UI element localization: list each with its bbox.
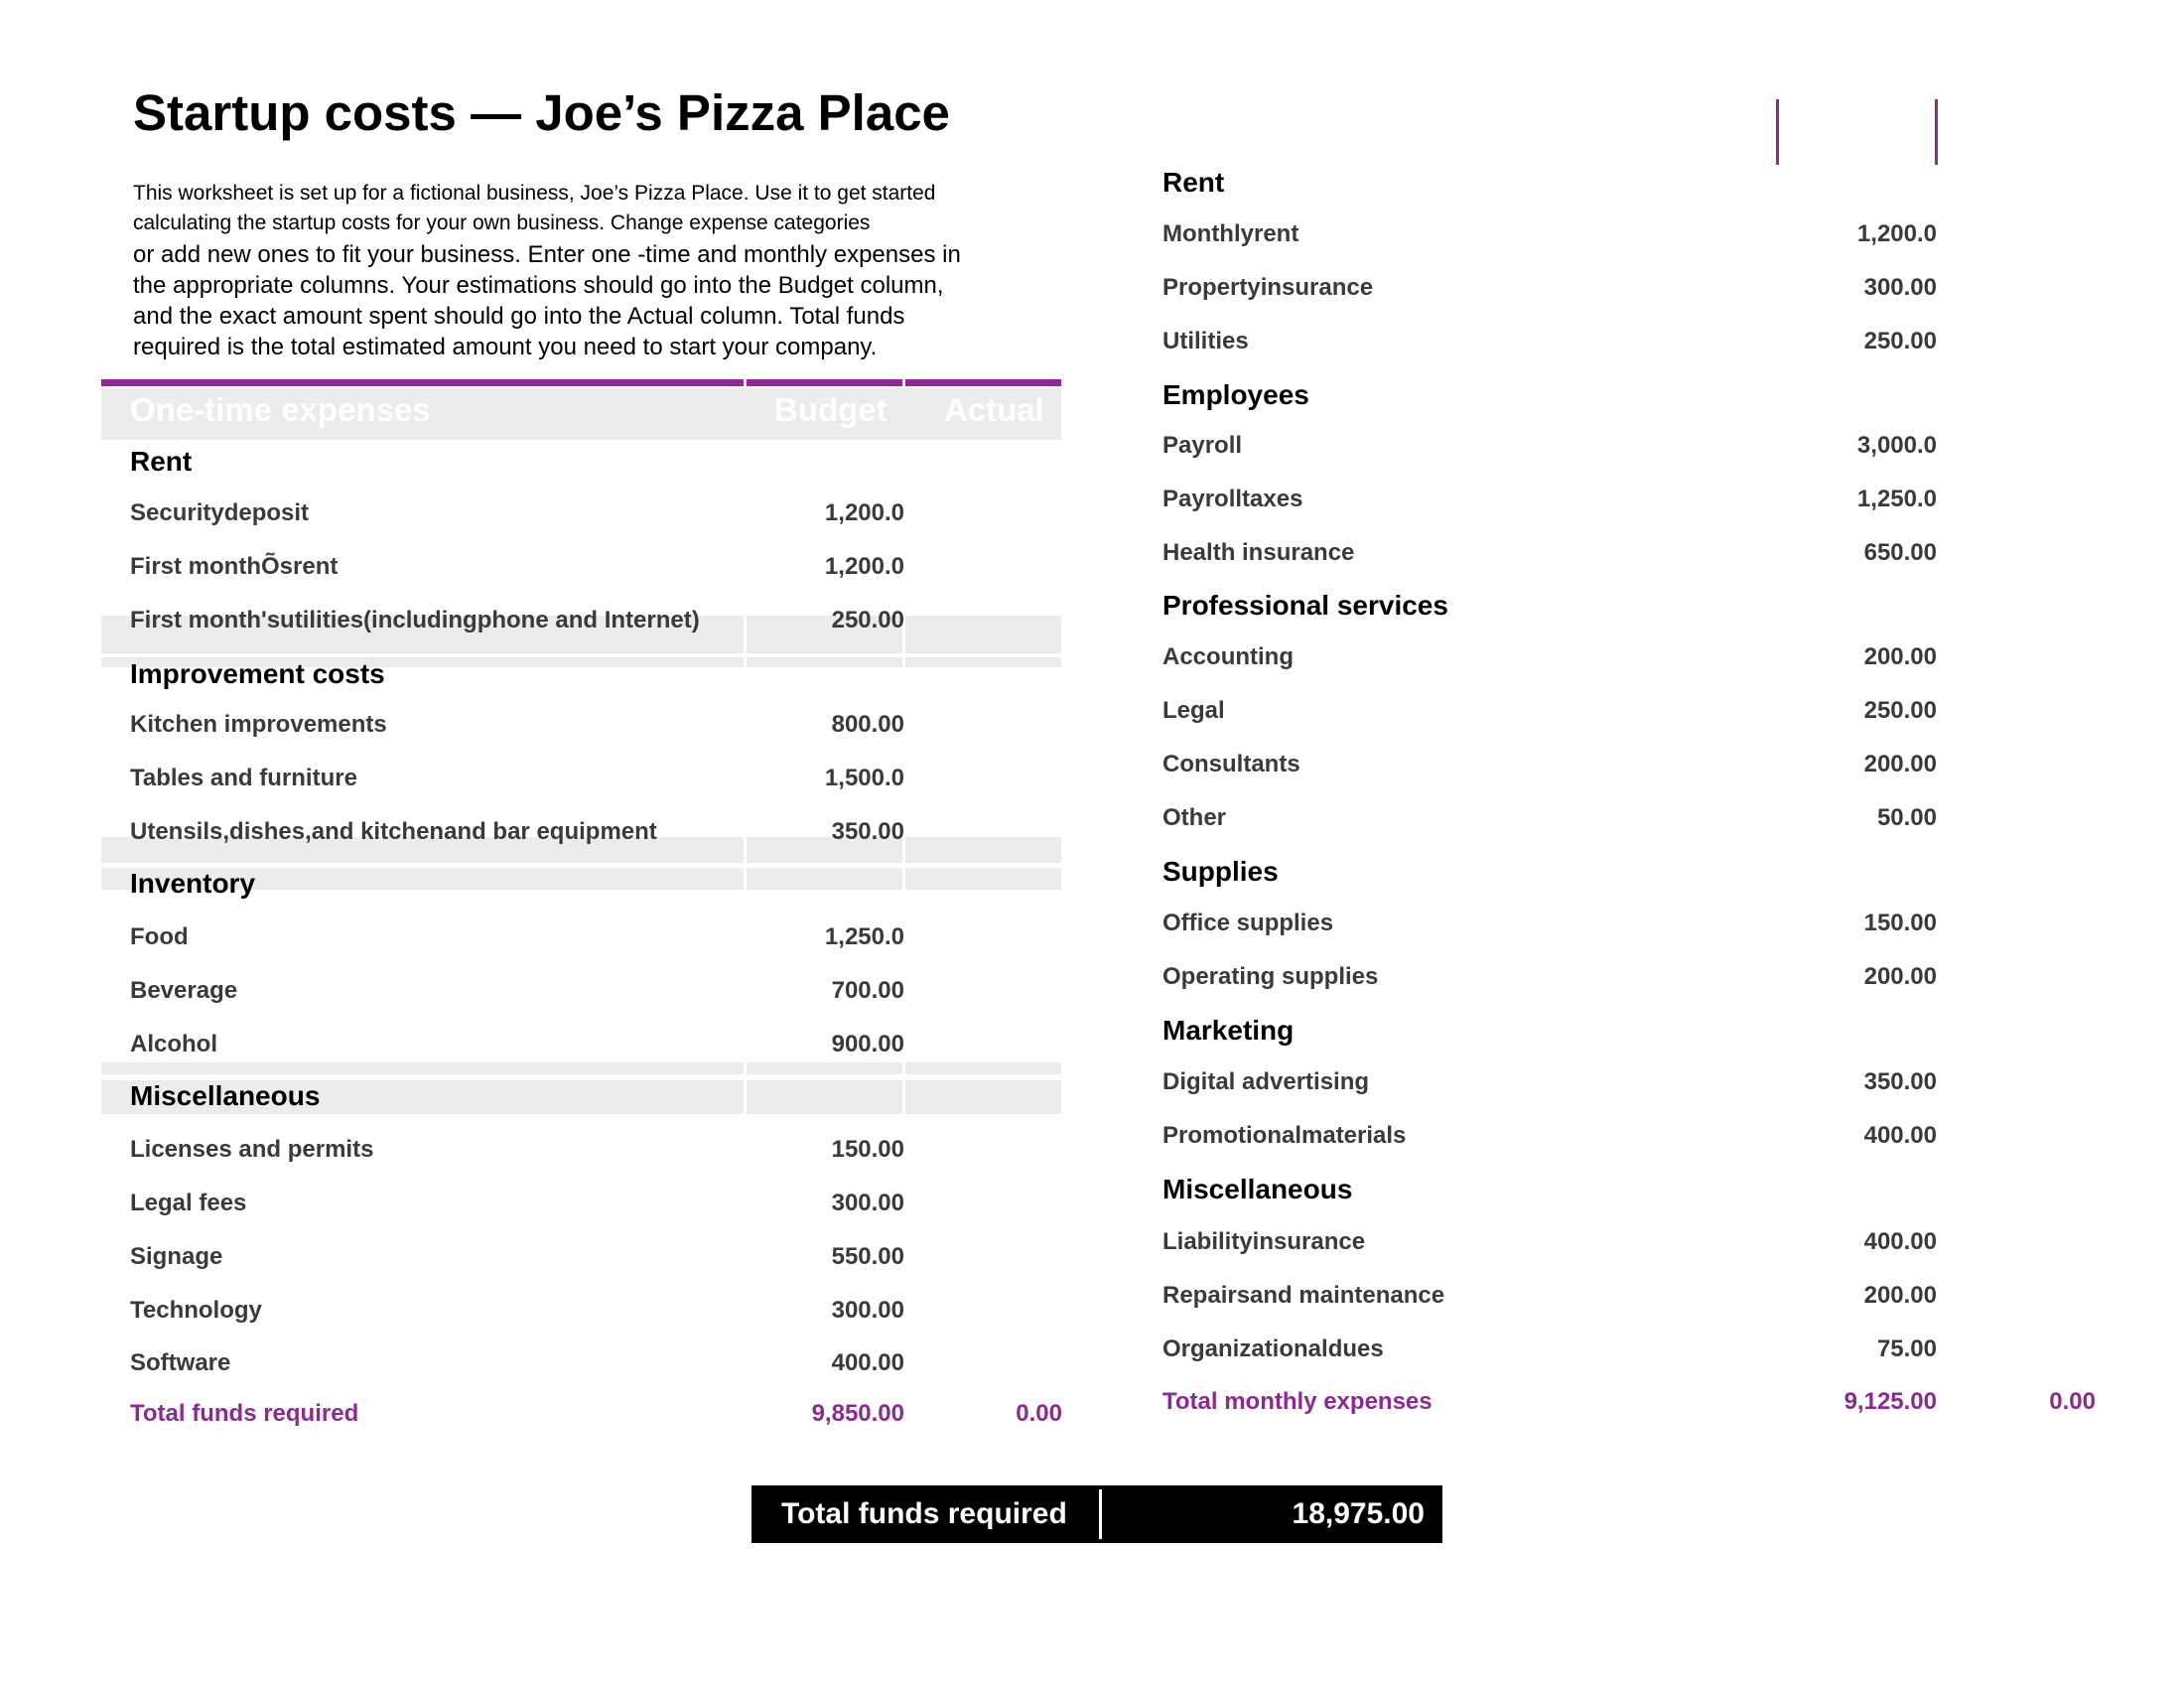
total-label: Total monthly expenses <box>1162 1388 1433 1415</box>
line-item-budget: 75.00 <box>1876 1336 1937 1362</box>
line-item-budget: 1,250.0 <box>1856 486 1937 512</box>
section-title-employees: Employees <box>1162 379 1309 410</box>
row-band <box>747 1062 902 1074</box>
column-divider <box>1776 99 1779 165</box>
total-label: Total funds required <box>130 1400 359 1427</box>
line-item-budget: 400.00 <box>1863 1228 1937 1255</box>
total-budget: 9,125.00 <box>1843 1388 1937 1415</box>
line-item-label: Alcohol <box>130 1031 217 1057</box>
line-item-label: Accounting <box>1162 643 1294 670</box>
column-divider <box>1935 99 1938 165</box>
section-title-improvement-costs: Improvement costs <box>130 658 385 689</box>
line-item-label: Other <box>1162 804 1227 831</box>
line-item-label: Health insurance <box>1162 539 1355 566</box>
line-item-label: Monthlyrent <box>1162 220 1299 247</box>
header-actual: Actual <box>944 391 1044 428</box>
line-item-label: Organizationaldues <box>1162 1336 1384 1362</box>
section-title-miscellaneous: Miscellaneous <box>130 1080 321 1111</box>
row-band <box>905 657 1061 667</box>
total-actual: 0.00 <box>1016 1400 1062 1427</box>
line-item-budget: 700.00 <box>831 977 904 1004</box>
row-band <box>747 657 902 667</box>
line-item-label: Licenses and permits <box>130 1136 374 1163</box>
line-item-label: Signage <box>130 1243 223 1270</box>
line-item-label: First monthÕsrent <box>130 553 339 580</box>
section-title-supplies: Supplies <box>1162 856 1279 887</box>
line-item-budget: 200.00 <box>1863 751 1937 777</box>
section-title-rent: Rent <box>1162 167 1225 198</box>
line-item-label: Utensils,dishes,and kitchenand bar equipment <box>130 818 657 845</box>
grand-total-divider <box>1099 1489 1102 1539</box>
section-title-miscellaneous: Miscellaneous <box>1162 1174 1353 1204</box>
header-rule <box>101 379 744 386</box>
line-item-budget: 1,200.0 <box>1856 220 1937 247</box>
grand-total-box <box>751 1485 1442 1543</box>
line-item-budget: 300.00 <box>831 1297 904 1324</box>
line-item-budget: 300.00 <box>1863 274 1937 301</box>
line-item-label: Repairsand maintenance <box>1162 1282 1445 1309</box>
row-band <box>747 1080 902 1114</box>
line-item-label: Technology <box>130 1297 262 1324</box>
row-band <box>905 616 1061 653</box>
intro-line: required is the total estimated amount you need to start your company. <box>133 334 878 360</box>
intro-line: and the exact amount spent should go into the Actual column. Total funds <box>133 303 905 330</box>
line-item-budget: 150.00 <box>831 1136 904 1163</box>
header-rule <box>747 379 902 386</box>
intro-line: the appropriate columns. Your estimations should go into the Budget column, <box>133 272 944 299</box>
row-band <box>905 1062 1061 1074</box>
line-item-budget: 200.00 <box>1863 1282 1937 1309</box>
line-item-label: Propertyinsurance <box>1162 274 1374 301</box>
page-title: Startup costs — Joe’s Pizza Place <box>133 84 950 141</box>
line-item-budget: 1,200.0 <box>824 499 904 526</box>
row-band <box>905 837 1061 863</box>
line-item-label: Utilities <box>1162 328 1249 354</box>
intro-line: or add new ones to fit your business. Enter one -time and monthly expenses in <box>133 241 961 268</box>
line-item-budget: 250.00 <box>831 607 904 633</box>
line-item-label: Consultants <box>1162 751 1300 777</box>
line-item-label: Tables and furniture <box>130 765 357 791</box>
line-item-budget: 1,500.0 <box>824 765 904 791</box>
intro-line: calculating the startup costs for your own business. Change expense categories <box>133 211 871 234</box>
section-title-professional-services: Professional services <box>1162 590 1448 621</box>
header-category: One-time expenses <box>130 391 431 428</box>
section-title-marketing: Marketing <box>1162 1015 1295 1046</box>
grand-total-label: Total funds required <box>781 1497 1067 1530</box>
total-budget: 9,850.00 <box>811 1400 904 1427</box>
row-band <box>101 1062 744 1074</box>
line-item-label: Legal fees <box>130 1190 247 1216</box>
line-item-label: First month'sutilities(includingphone and Internet) <box>130 607 700 633</box>
line-item-label: Software <box>130 1349 231 1376</box>
total-actual: 0.00 <box>2049 1388 2096 1415</box>
line-item-budget: 1,250.0 <box>824 923 904 950</box>
line-item-budget: 250.00 <box>1863 328 1937 354</box>
line-item-budget: 400.00 <box>831 1349 904 1376</box>
line-item-budget: 50.00 <box>1876 804 1937 831</box>
line-item-budget: 300.00 <box>831 1190 904 1216</box>
line-item-budget: 1,200.0 <box>824 553 904 580</box>
line-item-label: Office supplies <box>1162 910 1334 936</box>
line-item-label: Food <box>130 923 189 950</box>
line-item-budget: 800.00 <box>831 711 904 738</box>
line-item-budget: 200.00 <box>1863 963 1937 990</box>
line-item-budget: 200.00 <box>1863 643 1937 670</box>
line-item-label: Payrolltaxes <box>1162 486 1303 512</box>
line-item-budget: 350.00 <box>831 818 904 845</box>
line-item-budget: 900.00 <box>831 1031 904 1057</box>
header-rule <box>905 379 1061 386</box>
line-item-budget: 350.00 <box>1863 1068 1937 1095</box>
line-item-label: Legal <box>1162 697 1225 724</box>
line-item-budget: 150.00 <box>1863 910 1937 936</box>
row-band <box>905 868 1061 890</box>
section-title-inventory: Inventory <box>130 868 256 899</box>
line-item-label: Operating supplies <box>1162 963 1379 990</box>
line-item-label: Promotionalmaterials <box>1162 1122 1407 1149</box>
row-band <box>905 1080 1061 1114</box>
line-item-label: Securitydeposit <box>130 499 310 526</box>
line-item-budget: 650.00 <box>1863 539 1937 566</box>
intro-line: This worksheet is set up for a fictional business, Joe’s Pizza Place. Use it to get started <box>133 182 936 205</box>
line-item-budget: 400.00 <box>1863 1122 1937 1149</box>
line-item-label: Beverage <box>130 977 238 1004</box>
grand-total-value: 18,975.00 <box>1292 1497 1425 1530</box>
line-item-budget: 3,000.0 <box>1856 432 1937 459</box>
row-band <box>747 868 902 890</box>
line-item-budget: 250.00 <box>1863 697 1937 724</box>
line-item-budget: 550.00 <box>831 1243 904 1270</box>
line-item-label: Payroll <box>1162 432 1243 459</box>
line-item-label: Digital advertising <box>1162 1068 1370 1095</box>
header-budget: Budget <box>774 391 887 428</box>
section-title-rent: Rent <box>130 446 193 477</box>
line-item-label: Kitchen improvements <box>130 711 387 738</box>
line-item-label: Liabilityinsurance <box>1162 1228 1366 1255</box>
